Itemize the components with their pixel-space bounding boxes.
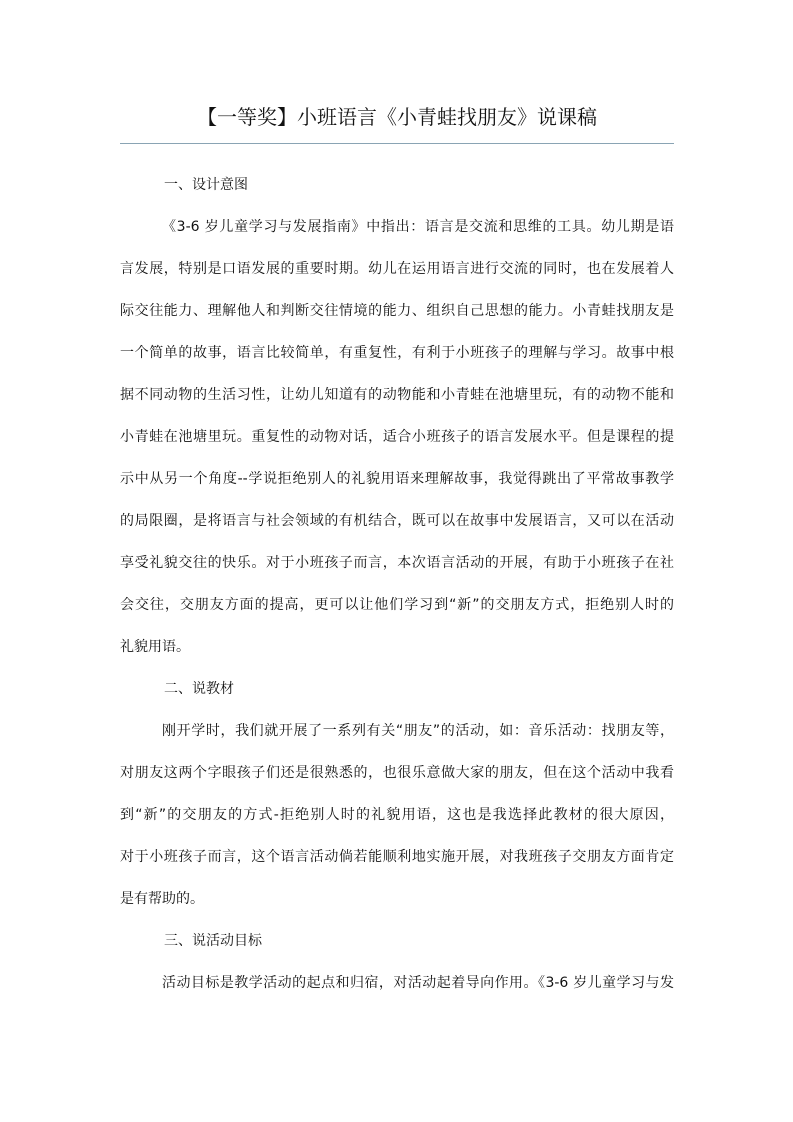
paragraph-line: 刚开学时，我们就开展了一系列有关“朋友”的活动，如：音乐活动：找朋友等， xyxy=(162,723,674,739)
paragraph-design-intent xyxy=(120,212,674,662)
paragraph-teaching-material xyxy=(120,716,674,914)
section-heading-activity-goals: 三、说活动目标 xyxy=(164,933,262,949)
paragraph-line: 的局限圈，是将语言与社会领域的有机结合，既可以在故事中发展语言，又可以在活动 xyxy=(120,513,674,529)
paragraph-line: 《3-6 岁儿童学习与发展指南》中指出：语言是交流和思维的工具。幼儿期是语 xyxy=(162,219,674,235)
paragraph-line: 礼貌用语。 xyxy=(120,639,190,655)
paragraph-line: 活动目标是教学活动的起点和归宿，对活动起着导向作用。《3-6 岁儿童学习与发 xyxy=(162,975,674,991)
paragraph-line: 会交往，交朋友方面的提高，更可以让他们学习到“新”的交朋友方式，拒绝别人时的 xyxy=(120,597,674,613)
paragraph-line: 言发展，特别是口语发展的重要时期。幼儿在运用语言进行交流的同时，也在发展着人 xyxy=(120,261,674,277)
paragraph-line: 是有帮助的。 xyxy=(120,891,204,907)
paragraph-line: 一个简单的故事，语言比较简单，有重复性，有利于小班孩子的理解与学习。故事中根 xyxy=(120,345,674,361)
paragraph-line: 对于小班孩子而言，这个语言活动倘若能顺利地实施开展，对我班孩子交朋友方面肯定 xyxy=(120,849,674,865)
section-heading-design-intent: 一、设计意图 xyxy=(164,177,248,193)
paragraph-line: 际交往能力、理解他人和判断交往情境的能力、组织自己思想的能力。小青蛙找朋友是 xyxy=(120,303,674,319)
paragraph-activity-goals xyxy=(120,968,674,998)
paragraph-line: 据不同动物的生活习性，让幼儿知道有的动物能和小青蛙在池塘里玩，有的动物不能和 xyxy=(120,387,674,403)
document-title: 【一等奖】小班语言《小青蛙找朋友》说课稿 xyxy=(197,105,597,129)
document-body xyxy=(120,170,674,1010)
paragraph-line: 小青蛙在池塘里玩。重复性的动物对话，适合小班孩子的语言发展水平。但是课程的提 xyxy=(120,429,674,445)
title-underline xyxy=(120,143,674,144)
section-heading-teaching-material: 二、说教材 xyxy=(164,681,234,697)
paragraph-line: 示中从另一个角度--学说拒绝别人的礼貌用语来理解故事，我觉得跳出了平常故事教学 xyxy=(120,471,674,487)
paragraph-line: 对朋友这两个字眼孩子们还是很熟悉的，也很乐意做大家的朋友，但在这个活动中我看 xyxy=(120,765,674,781)
paragraph-line: 享受礼貌交往的快乐。对于小班孩子而言，本次语言活动的开展，有助于小班孩子在社 xyxy=(120,555,674,571)
paragraph-line: 到“新”的交朋友的方式-拒绝别人时的礼貌用语，这也是我选择此教材的很大原因， xyxy=(120,807,674,823)
